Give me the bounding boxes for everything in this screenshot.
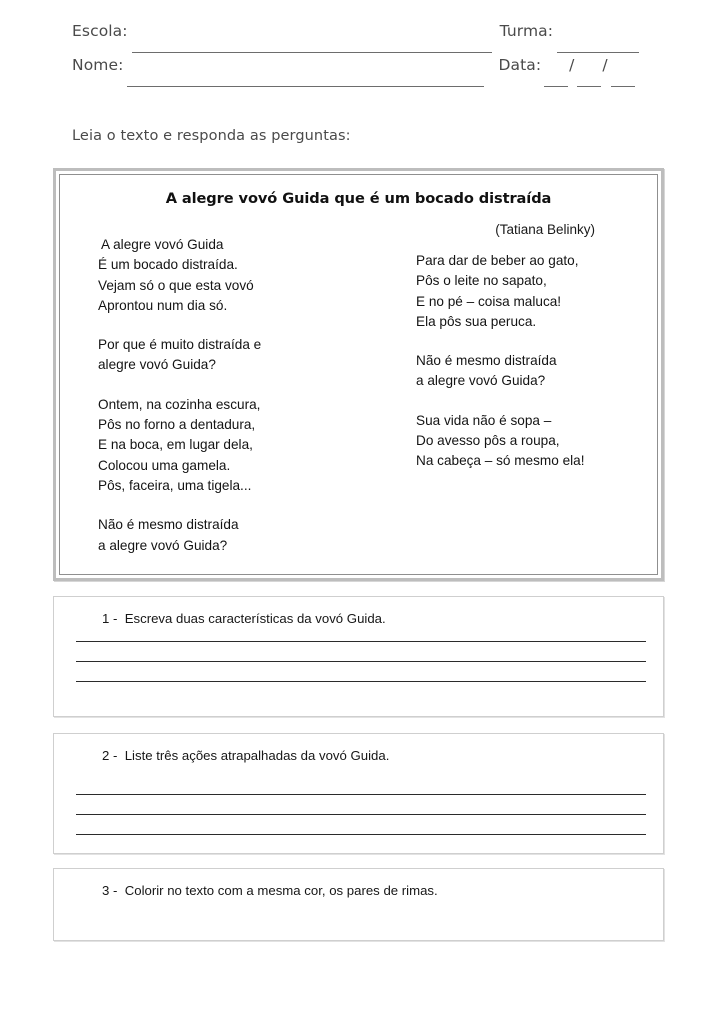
- poem-line: Do avesso pôs a roupa,: [416, 433, 560, 449]
- poem-line: Para dar de beber ao gato,: [416, 253, 579, 268]
- question-box: [53, 733, 664, 854]
- poem-title: A alegre vovó Guida que é um bocado distraída: [165, 190, 552, 207]
- answer-line[interactable]: [76, 834, 646, 835]
- poem-line: Não é mesmo distraída: [98, 517, 239, 533]
- poem-line: Vejam só o que esta vovó: [98, 277, 254, 293]
- poem-line: a alegre vovó Guida?: [416, 373, 546, 389]
- data-day-line[interactable]: [544, 86, 568, 87]
- poem-line: Pôs, faceira, uma tigela...: [98, 477, 252, 493]
- question-box: [53, 596, 664, 717]
- question-box: [53, 868, 664, 941]
- answer-line[interactable]: [76, 661, 646, 662]
- escola-label: Escola:: [72, 22, 128, 40]
- poem-text-box: [53, 168, 664, 581]
- data-month-line[interactable]: [577, 86, 601, 87]
- poem-line: alegre vovó Guida?: [98, 357, 216, 373]
- poem-line: Colocou uma gamela.: [98, 457, 231, 473]
- poem-line: a alegre vovó Guida?: [98, 537, 228, 553]
- answer-line[interactable]: [76, 641, 646, 642]
- question-text: 1 - Escreva duas características da vovó Guida.: [102, 611, 386, 626]
- header-row-escola-turma: [72, 22, 652, 56]
- data-year-line[interactable]: [611, 86, 635, 87]
- poem-line: Sua vida não é sopa –: [416, 412, 552, 428]
- poem-columns: [60, 235, 657, 574]
- poem-inner-frame: [59, 174, 658, 575]
- answer-line[interactable]: [76, 681, 646, 682]
- poem-line: Aprontou num dia só.: [98, 297, 228, 313]
- poem-stanza: [98, 235, 348, 316]
- worksheet-header: [72, 22, 652, 90]
- answer-line[interactable]: [76, 794, 646, 795]
- poem-line: Ontem, na cozinha escura,: [98, 396, 261, 412]
- question-text: 3 - Colorir no texto com a mesma cor, os pares de rimas.: [102, 883, 438, 898]
- date-separator-2: /: [602, 56, 608, 74]
- poem-stanza: [416, 411, 666, 472]
- poem-stanza: [416, 251, 666, 332]
- turma-input-line[interactable]: [557, 52, 639, 53]
- poem-line: E no pé – coisa maluca!: [416, 293, 562, 309]
- escola-input-line[interactable]: [132, 52, 492, 53]
- nome-label: Nome:: [72, 56, 124, 74]
- poem-author: (Tatiana Belinky): [495, 222, 595, 237]
- poem-line: É um bocado distraída.: [98, 257, 238, 273]
- poem-column-left: [98, 235, 348, 575]
- poem-line: A alegre vovó Guida: [98, 237, 224, 252]
- answer-line[interactable]: [76, 814, 646, 815]
- header-row-nome-data: [72, 56, 652, 90]
- question-text: 2 - Liste três ações atrapalhadas da vovó Guida.: [102, 748, 390, 763]
- poem-line: Ela pôs sua peruca.: [416, 313, 537, 329]
- poem-line: Não é mesmo distraída: [416, 353, 557, 369]
- poem-line: Pôs o leite no sapato,: [416, 273, 547, 289]
- poem-line: Por que é muito distraída e: [98, 337, 262, 353]
- poem-line: Na cabeça – só mesmo ela!: [416, 453, 585, 469]
- turma-label: Turma:: [499, 22, 554, 40]
- data-label: Data:: [498, 56, 542, 74]
- poem-column-right: [416, 251, 666, 491]
- nome-input-line[interactable]: [127, 86, 484, 87]
- poem-stanza: [98, 335, 348, 376]
- poem-stanza: [98, 515, 348, 556]
- instruction-text: Leia o texto e responda as perguntas:: [72, 128, 351, 144]
- poem-line: Pôs no forno a dentadura,: [98, 417, 256, 433]
- poem-line: E na boca, em lugar dela,: [98, 437, 253, 453]
- poem-stanza: [416, 351, 666, 392]
- poem-stanza: [98, 395, 348, 496]
- date-separator-1: /: [569, 56, 575, 74]
